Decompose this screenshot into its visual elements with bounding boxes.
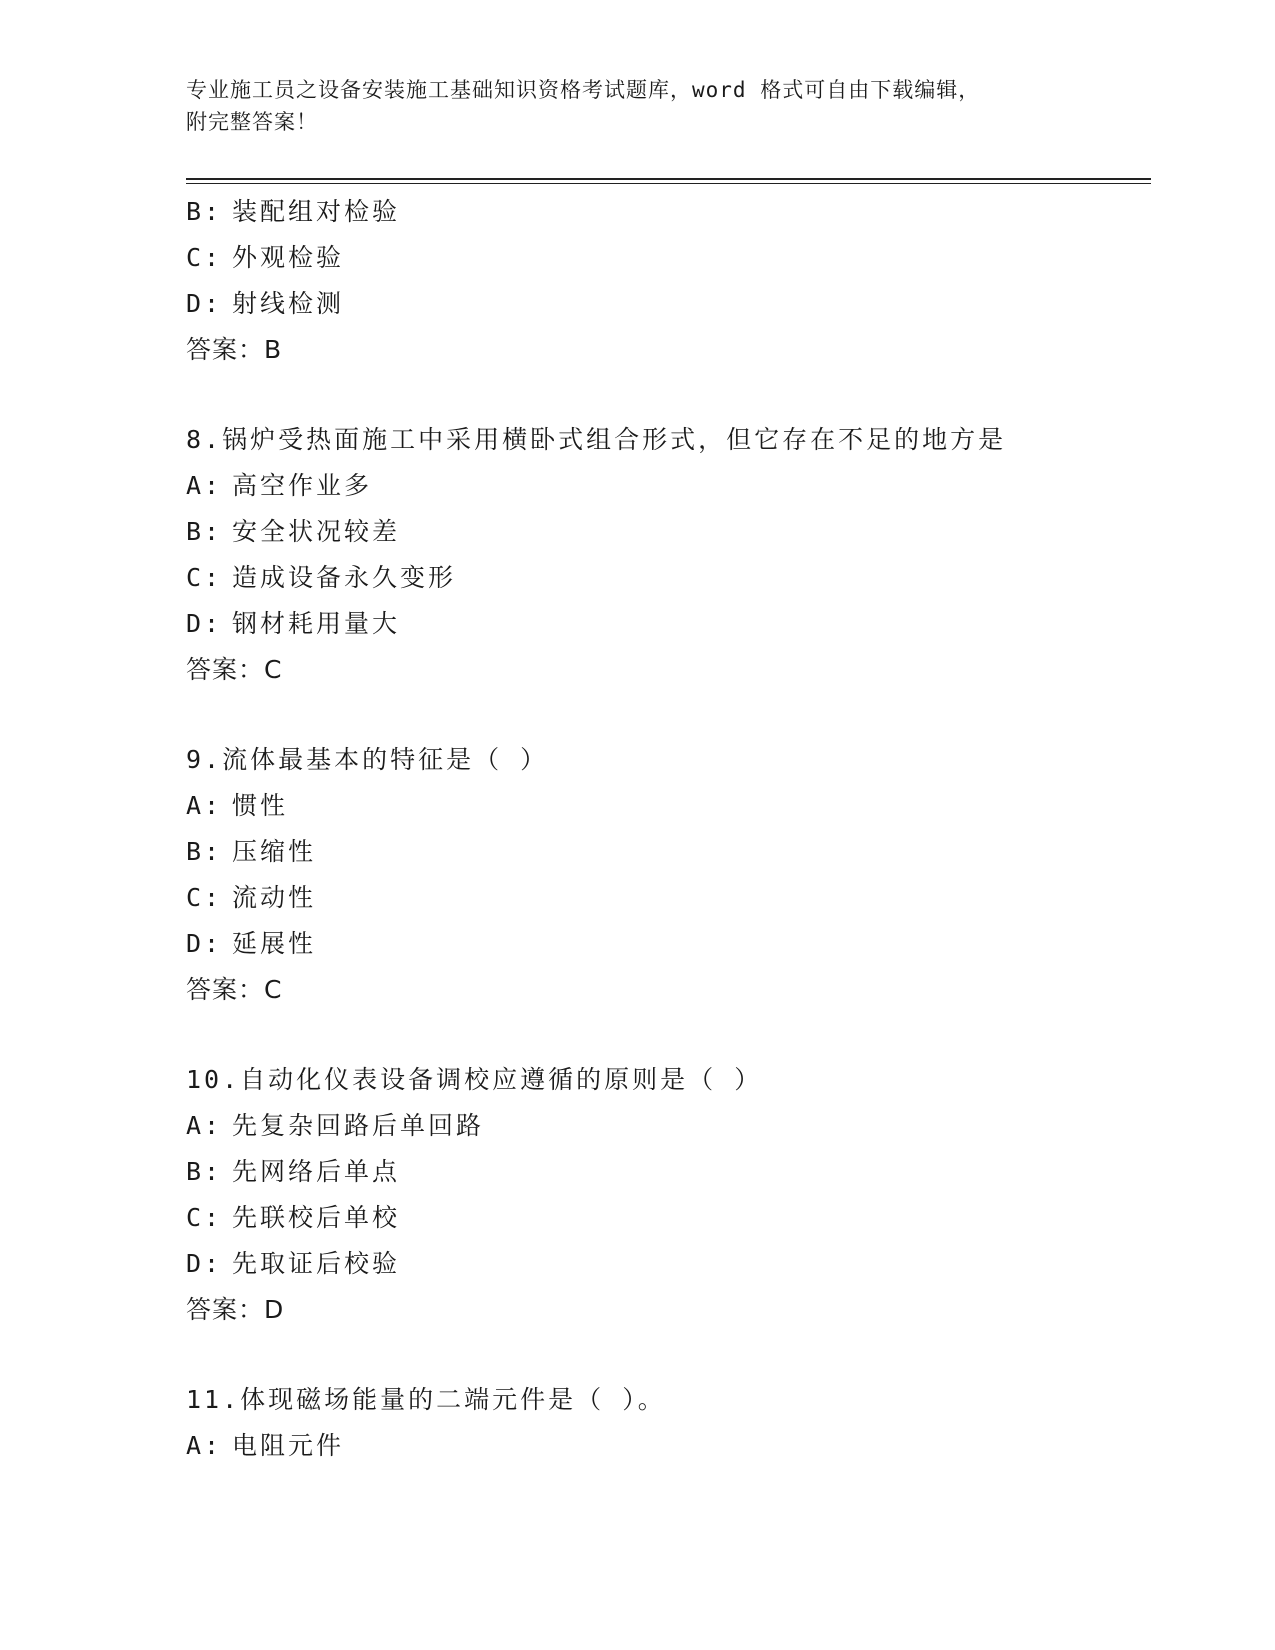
option-text: 压缩性	[232, 837, 317, 866]
option-letter: C:	[186, 243, 223, 272]
option-d	[186, 281, 1151, 327]
answer-line: 答案：C	[186, 655, 283, 684]
option-a	[186, 783, 1151, 829]
option-letter: A:	[186, 1111, 223, 1140]
option-letter: C:	[186, 883, 223, 912]
question-stem: 9.流体最基本的特征是（ ）	[186, 745, 549, 774]
answer-line: 答案：D	[186, 1295, 285, 1324]
option-letter: D:	[186, 609, 223, 638]
option-text: 高空作业多	[232, 471, 373, 500]
option-text: 延展性	[232, 929, 317, 958]
option-a	[186, 1423, 1151, 1469]
option-b	[186, 1149, 1151, 1195]
option-text: 先网络后单点	[232, 1157, 401, 1186]
option-text: 安全状况较差	[232, 517, 401, 546]
option-letter: C:	[186, 1203, 223, 1232]
option-d	[186, 601, 1151, 647]
option-letter: A:	[186, 791, 223, 820]
option-letter: C:	[186, 563, 223, 592]
header-line-1: 专业施工员之设备安装施工基础知识资格考试题库，word 格式可自由下载编辑，	[186, 78, 981, 102]
document-header	[186, 74, 1086, 138]
option-letter: A:	[186, 471, 223, 500]
header-divider-thick	[186, 178, 1151, 180]
option-text: 先取证后校验	[232, 1249, 401, 1278]
question-block-11	[186, 1377, 1151, 1469]
option-letter: D:	[186, 1249, 223, 1278]
question-block-8	[186, 417, 1151, 693]
option-text: 流动性	[232, 883, 317, 912]
question-stem: 11.体现磁场能量的二端元件是（ ）。	[186, 1385, 666, 1414]
question-block-9	[186, 737, 1151, 1013]
option-c	[186, 1195, 1151, 1241]
answer-line: 答案：C	[186, 975, 283, 1004]
header-divider-thin	[186, 183, 1151, 184]
option-text: 造成设备永久变形	[232, 563, 457, 592]
option-text: 先联校后单校	[232, 1203, 401, 1232]
option-text: 装配组对检验	[232, 197, 401, 226]
answer-line: 答案：B	[186, 335, 283, 364]
option-letter: B:	[186, 517, 223, 546]
option-letter: D:	[186, 929, 223, 958]
option-letter: D:	[186, 289, 223, 318]
option-d	[186, 1241, 1151, 1287]
option-letter: B:	[186, 1157, 223, 1186]
option-text: 外观检验	[232, 243, 345, 272]
question-list	[186, 189, 1151, 1469]
option-letter: B:	[186, 197, 223, 226]
option-text: 射线检测	[232, 289, 345, 318]
option-c	[186, 555, 1151, 601]
option-c	[186, 875, 1151, 921]
option-a	[186, 1103, 1151, 1149]
prev-question-block	[186, 189, 1151, 373]
option-letter: A:	[186, 1431, 223, 1460]
option-text: 电阻元件	[232, 1431, 345, 1460]
option-a	[186, 463, 1151, 509]
option-letter: B:	[186, 837, 223, 866]
question-stem: 8.锅炉受热面施工中采用横卧式组合形式，但它存在不足的地方是	[186, 425, 1007, 454]
option-b	[186, 189, 1151, 235]
option-d	[186, 921, 1151, 967]
option-b	[186, 509, 1151, 555]
question-stem: 10.自动化仪表设备调校应遵循的原则是（ ）	[186, 1065, 763, 1094]
option-b	[186, 829, 1151, 875]
option-text: 先复杂回路后单回路	[232, 1111, 485, 1140]
question-block-10	[186, 1057, 1151, 1333]
header-line-2: 附完整答案！	[186, 110, 318, 134]
option-text: 惯性	[232, 791, 289, 820]
option-text: 钢材耗用量大	[232, 609, 401, 638]
option-c	[186, 235, 1151, 281]
